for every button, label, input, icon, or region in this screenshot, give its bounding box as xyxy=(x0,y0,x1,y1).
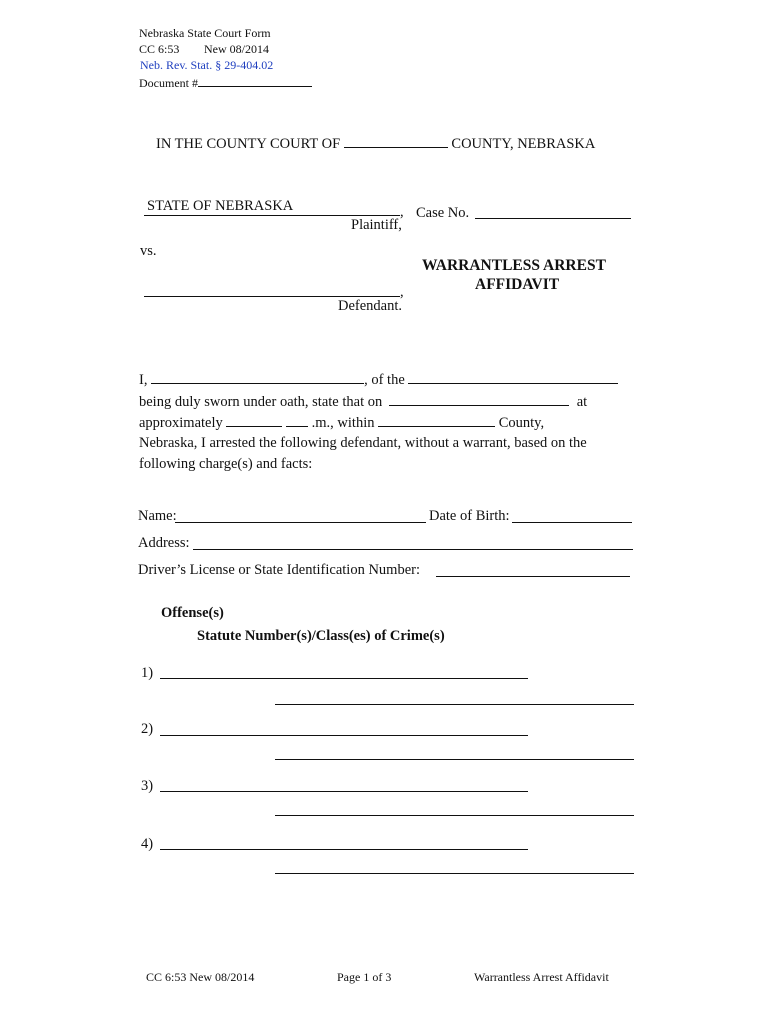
offense-3-statute-input[interactable] xyxy=(275,815,634,816)
statement-line-2 xyxy=(139,393,587,411)
offense-3-input[interactable] xyxy=(160,791,528,792)
license-input[interactable] xyxy=(436,576,630,577)
court-suffix: COUNTY, NEBRASKA xyxy=(451,136,596,152)
defendant-name-input[interactable] xyxy=(175,522,426,523)
document-title-line1: WARRANTLESS ARREST xyxy=(422,257,606,274)
dob-label: Date of Birth: xyxy=(429,508,510,524)
defendant-name-label: Name: xyxy=(138,508,177,524)
license-label: Driver’s License or State Identification Number: xyxy=(138,562,420,578)
arrest-time-blank[interactable] xyxy=(226,414,282,427)
court-prefix: IN THE COUNTY COURT OF xyxy=(156,136,341,152)
am-pm-blank[interactable] xyxy=(286,414,308,427)
agency-blank[interactable] xyxy=(408,371,618,384)
plaintiff-label: Plaintiff, xyxy=(351,217,402,233)
statute-link[interactable]: Neb. Rev. Stat. § 29-404.02 xyxy=(140,58,274,72)
arrest-county-blank[interactable] xyxy=(378,414,495,427)
footer-page-number: Page 1 of 3 xyxy=(337,970,392,984)
offense-number: 1) xyxy=(141,665,154,681)
plaintiff-comma: , xyxy=(400,204,404,220)
offense-1-input[interactable] xyxy=(160,678,528,679)
offense-2-input[interactable] xyxy=(160,735,528,736)
defendant-name-field[interactable] xyxy=(144,296,400,297)
statement-line-3 xyxy=(139,414,544,432)
offenses-subheading: Statute Number(s)/Class(es) of Crime(s) xyxy=(197,628,445,644)
offenses-heading: Offense(s) xyxy=(161,605,224,621)
statement-line-4: Nebraska, I arrested the following defendant, without a warrant, based on the xyxy=(139,435,587,451)
affiant-name-blank[interactable] xyxy=(151,371,364,384)
i-label: I, xyxy=(139,372,148,388)
footer-form-number: CC 6:53 New 08/2014 xyxy=(146,970,255,984)
defendant-comma: , xyxy=(400,284,404,300)
document-number-label: Document # xyxy=(139,76,198,90)
arrest-date-blank[interactable] xyxy=(389,393,569,406)
offense-number: 3) xyxy=(141,778,154,794)
form-number: CC 6:53 xyxy=(139,42,180,56)
county-label: County, xyxy=(498,415,545,431)
offense-1-statute-input[interactable] xyxy=(275,704,634,705)
plaintiff-name: STATE OF NEBRASKA xyxy=(147,198,294,214)
offense-number: 2) xyxy=(141,721,154,737)
form-name: Nebraska State Court Form xyxy=(139,26,271,40)
defendant-label: Defendant. xyxy=(338,298,403,314)
sworn-text: being duly sworn under oath, state that on xyxy=(139,394,383,410)
offense-number: 4) xyxy=(141,836,154,852)
dob-input[interactable] xyxy=(512,522,632,523)
statement-line-5: following charge(s) and facts: xyxy=(139,456,313,472)
offense-4-input[interactable] xyxy=(160,849,528,850)
m-within-label: .m., within xyxy=(311,415,375,431)
statement-line-1 xyxy=(139,371,618,389)
document-title-line2: AFFIDAVIT xyxy=(475,276,560,293)
document-number-blank[interactable] xyxy=(198,74,312,87)
address-label: Address: xyxy=(138,535,190,551)
case-number-field[interactable] xyxy=(475,218,631,219)
case-number-label: Case No. xyxy=(416,205,470,221)
at-label: at xyxy=(576,394,588,410)
offense-2-statute-input[interactable] xyxy=(275,759,634,760)
approximately-label: approximately xyxy=(139,415,223,431)
plaintiff-underline xyxy=(144,215,400,216)
offense-4-statute-input[interactable] xyxy=(275,873,634,874)
court-title xyxy=(156,135,595,153)
document-number-field[interactable] xyxy=(139,74,312,91)
form-version: New 08/2014 xyxy=(204,42,269,56)
of-the-label: , of the xyxy=(364,372,405,388)
county-name-blank[interactable] xyxy=(344,135,448,148)
address-input[interactable] xyxy=(193,549,633,550)
footer-title: Warrantless Arrest Affidavit xyxy=(474,970,609,984)
vs-label: vs. xyxy=(140,243,157,259)
